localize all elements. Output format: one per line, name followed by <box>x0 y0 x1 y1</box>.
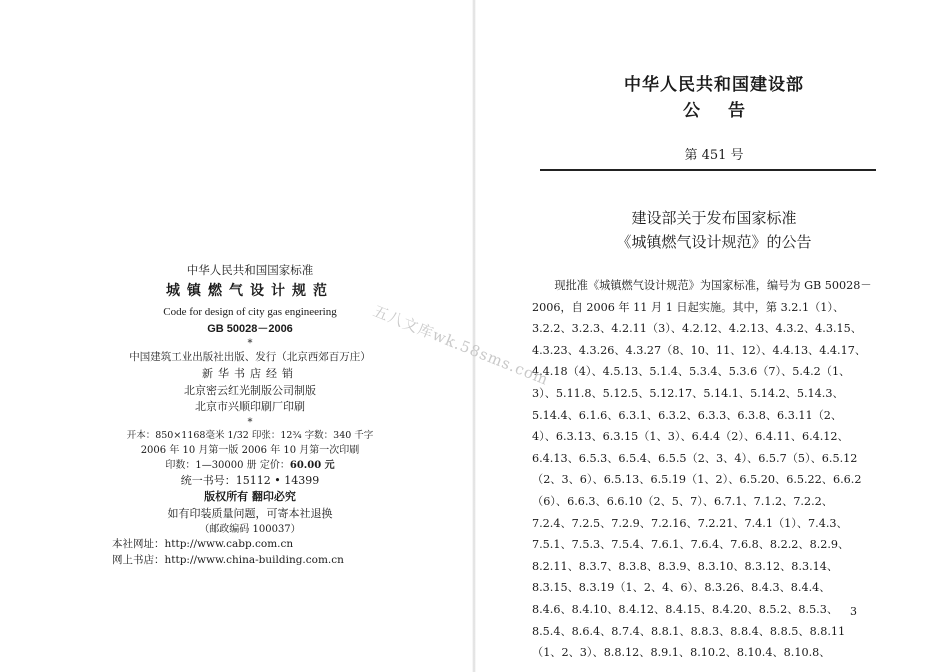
body-line: 4）、6.3.13、6.3.15（1、3）、6.4.4（2）、6.4.11、6.4.12、 <box>532 430 849 444</box>
edition-line: 2006 年 10 月第一版 2006 年 10 月第一次印刷 <box>140 444 360 456</box>
body-line: （2、3、6）、6.5.13、6.5.19（1、2）、6.5.20、6.5.22、6.6.2 <box>532 473 862 487</box>
announcement-title: 公告 <box>683 101 773 121</box>
body-line: 4.4.18（4）、4.5.13、5.1.4、5.3.4、5.3.6（7）、5.4.2（1、 <box>532 365 851 379</box>
isbn-line: 统一书号：15112 • 14399 <box>180 473 320 487</box>
body-line: 7.2.4、7.2.5、7.2.9、7.2.16、7.2.21、7.4.1（1）、7.4.3、 <box>532 516 848 530</box>
body-line: 8.3.15、8.3.19（1、2、4、6）、8.3.26、8.4.3、8.4.4、 <box>532 581 831 595</box>
standard-series: 中华人民共和国国家标准 <box>186 263 314 277</box>
body-line: 3.2.2、3.2.3、4.2.11（3）、4.2.12、4.2.13、4.3.2、4.3.15、 <box>532 322 862 336</box>
imprint-page <box>0 0 470 672</box>
format-spec: 开本：850×1168毫米 1/32 印张：12¾ 字数：340 千字 <box>126 429 374 441</box>
body-line: 7.5.1、7.5.3、7.5.4、7.6.1、7.6.4、7.6.8、8.2.2、8.2.9、 <box>532 538 850 552</box>
body-line: 6.4.13、6.5.3、6.5.4、6.5.5（2、3、4）、6.5.7（5）、6.5.12 <box>532 451 858 465</box>
distributor-line: 新华书店经销 <box>202 367 298 380</box>
standard-code: GB 50028－2006 <box>207 322 293 335</box>
returns-line: 如有印装质量问题，可寄本社退换 <box>167 506 333 520</box>
page-number: 3 <box>850 605 857 618</box>
body-line: 3）、5.11.8、5.12.5、5.12.17、5.14.1、5.14.2、5.14.3、 <box>532 386 844 400</box>
body-line: 5.14.4、6.1.6、6.3.1、6.3.2、6.3.3、6.3.8、6.3.11（2、 <box>532 408 843 422</box>
book-gutter <box>472 0 476 672</box>
body-line: （1、2、3）、8.8.12、8.9.1、8.10.2、8.10.4、8.10.8、 <box>532 646 831 660</box>
price: 60.00 元 <box>289 459 335 471</box>
watermark-text: 五八文库wk.58sms.com <box>370 301 552 389</box>
rights-line: 版权所有 翻印必究 <box>204 490 296 504</box>
body-line: 8.5.4、8.6.4、8.7.4、8.8.1、8.8.3、8.8.4、8.8.5、8.8.11 <box>532 624 846 638</box>
announcement-page <box>478 0 950 672</box>
copyright-imprint <box>100 262 400 569</box>
body-line: （6）、6.6.3、6.6.10（2、5、7）、6.7.1、7.1.2、7.2.2、 <box>532 494 833 508</box>
separator-star-2: * <box>247 416 253 428</box>
announcement-heading-line2: 《城镇燃气设计规范》的公告 <box>616 233 812 251</box>
bookstore-line: 网上书店：http://www.china-building.com.cn <box>112 554 344 566</box>
book-title: 城镇燃气设计规范 <box>166 283 334 300</box>
publisher-line: 中国建筑工业出版社出版、发行（北京西郊百万庄） <box>129 351 371 364</box>
postcode-line: （邮政编码 100037） <box>199 524 301 536</box>
separator-star: * <box>247 338 253 350</box>
website-line: 本社网址：http://www.cabp.com.cn <box>112 538 294 551</box>
body-line: 2006，自 2006 年 11 月 1 日起实施。其中，第 3.2.1（1）、 <box>532 300 845 314</box>
book-title-english: Code for design of city gas engineering <box>163 306 337 319</box>
print-run: 印数：1—30000 册 定价： <box>165 459 290 471</box>
horizontal-rule <box>540 169 876 171</box>
body-line: 现批准《城镇燃气设计规范》为国家标准，编号为 GB 50028－ <box>554 279 872 292</box>
announcement-number: 第 451 号 <box>684 148 744 163</box>
body-line: 8.2.11、8.3.7、8.3.8、8.3.9、8.3.10、8.3.12、8.3.14、 <box>532 559 839 573</box>
announcement-heading-line1: 建设部关于发布国家标准 <box>631 209 797 227</box>
body-line: 8.4.6、8.4.10、8.4.12、8.4.15、8.4.20、8.5.2、8.5.3、 <box>532 602 839 616</box>
print-run-line <box>100 458 400 473</box>
announcement-body <box>532 275 880 664</box>
body-line: 4.3.23、4.3.26、4.3.27（8、10、11、12）、4.4.13、4.4.17、 <box>532 343 867 357</box>
typesetter-line: 北京密云红光制版公司制版 <box>184 383 316 397</box>
printer-line: 北京市兴顺印刷厂印刷 <box>195 400 305 413</box>
ministry-title: 中华人民共和国建设部 <box>624 75 804 95</box>
